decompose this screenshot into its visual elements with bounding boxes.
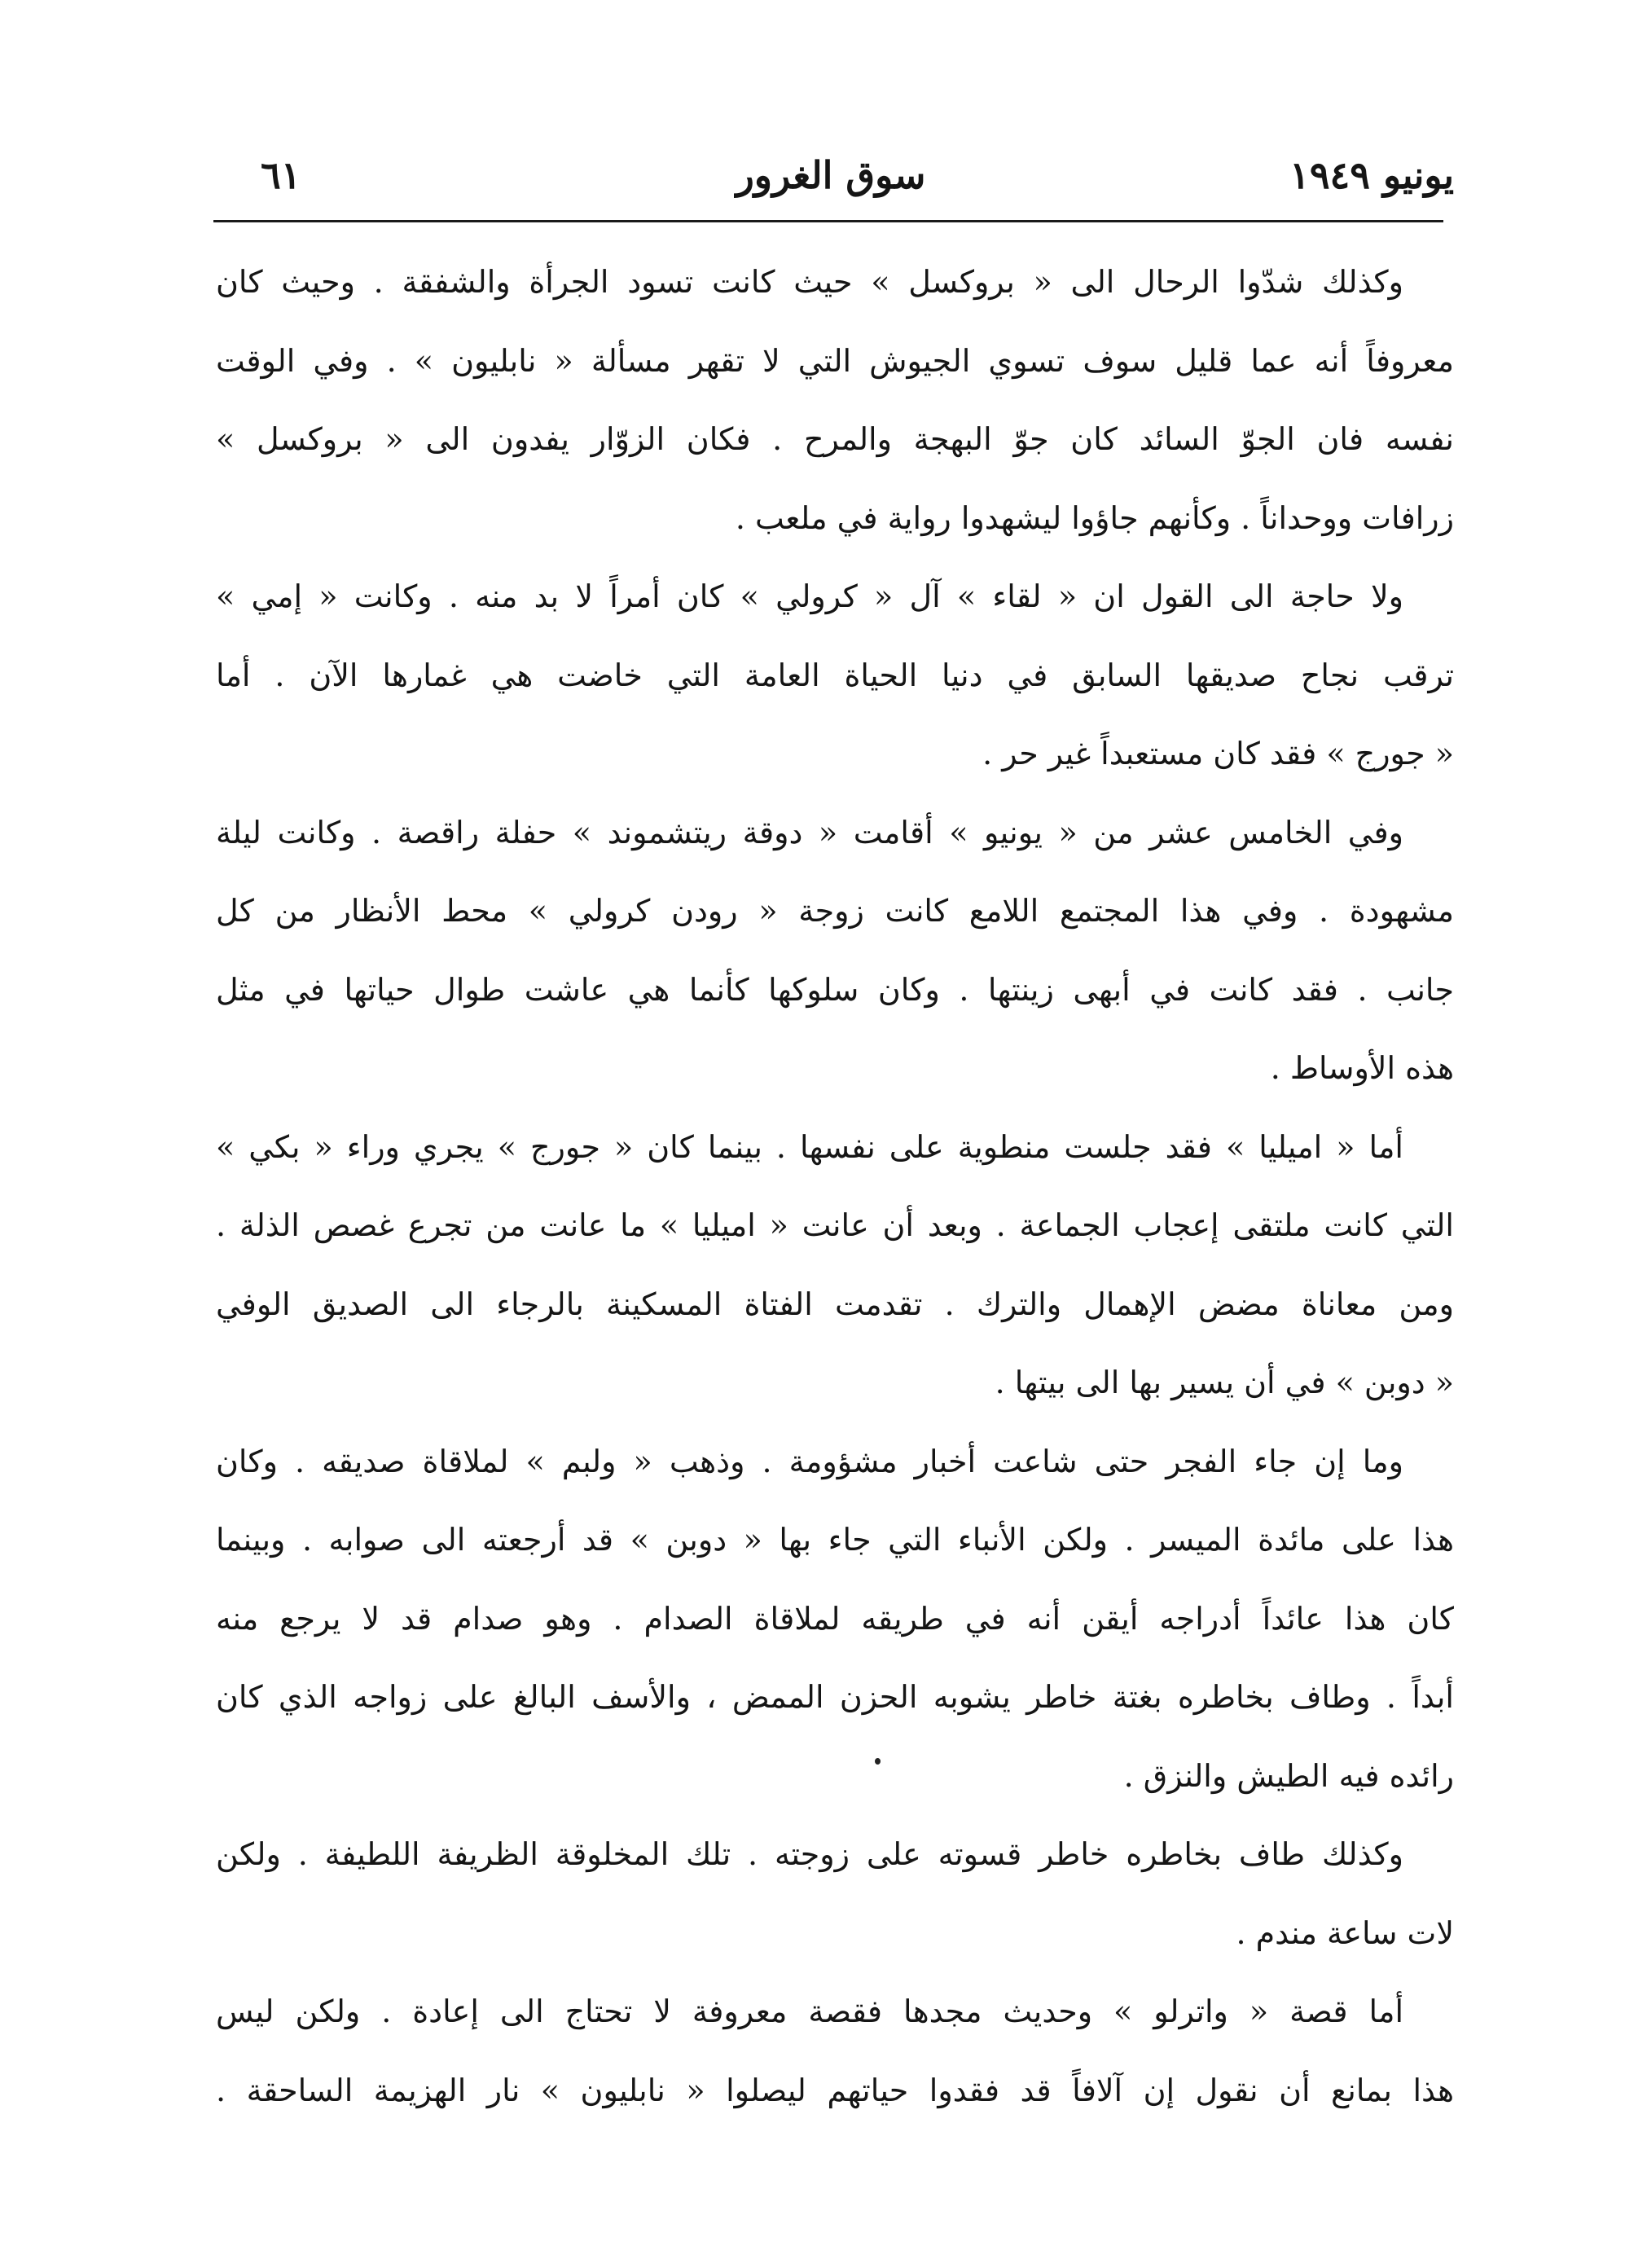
text-line: جانب . فقد كانت في أبهى زينتها . وكان سلوكها كأنما هي عاشت طوال حياتها في مثل bbox=[216, 971, 1454, 1008]
text-line: ومن معاناة مضض الإهمال والترك . تقدمت الفتاة المسكينة بالرجاء الى الصديق الوفي bbox=[216, 1286, 1454, 1322]
text-line: نفسه فان الجوّ السائد كان جوّ البهجة والمرح . فكان الزوّار يفدون الى « بروكسل » bbox=[216, 421, 1454, 457]
text-line: أبداً . وطاف بخاطره بغتة خاطر يشوبه الحزن الممض ، والأسف البالغ على زواجه الذي كان bbox=[216, 1679, 1454, 1715]
text-line: مشهودة . وفي هذا المجتمع اللامع كانت زوجة « رودن كرولي » محط الأنظار من كل bbox=[216, 893, 1454, 929]
running-header bbox=[208, 143, 1454, 208]
text-line: « جورج » فقد كان مستعبداً غير حر . bbox=[982, 736, 1454, 771]
text-line: هذا بمانع أن نقول إن آلافاً قد فقدوا حياتهم ليصلوا « نابليون » نار الهزيمة الساحقة . bbox=[216, 2072, 1454, 2108]
text-line: وكذلك شدّوا الرحال الى « بروكسل » حيث كانت تسود الجرأة والشفقة . وحيث كان bbox=[216, 264, 1403, 300]
page-number: ٦١ bbox=[261, 153, 301, 197]
paragraph bbox=[216, 1108, 1454, 1422]
text-line: ترقب نجاح صديقها السابق في دنيا الحياة العامة التي خاضت هي غمارها الآن . أما bbox=[216, 657, 1454, 693]
paragraph bbox=[216, 793, 1454, 1108]
ink-speck bbox=[875, 1758, 881, 1765]
header-title: سوق الغرور bbox=[736, 153, 926, 197]
paragraph bbox=[216, 557, 1454, 793]
text-line: رائده فيه الطيش والنزق . bbox=[1123, 1757, 1454, 1794]
text-line: التي كانت ملتقى إعجاب الجماعة . وبعد أن عانت « اميليا » ما عانت من تجرع غصص الذلة . bbox=[216, 1207, 1454, 1243]
text-line: أما قصة « واترلو » وحديث مجدها فقصة معروفة لا تحتاج الى إعادة . ولكن ليس bbox=[216, 1993, 1403, 2029]
paragraph bbox=[216, 1422, 1454, 1816]
paragraph bbox=[216, 1972, 1454, 2130]
text-line: زرافات ووحداناً . وكأنهم جاؤوا ليشهدوا رواية في ملعب . bbox=[735, 499, 1454, 536]
text-line: أما « اميليا » فقد جلست منطوية على نفسها . بينما كان « جورج » يجري وراء « بكي » bbox=[216, 1128, 1403, 1165]
header-date: يونيو ١٩٤٩ bbox=[1289, 153, 1454, 197]
paragraph bbox=[216, 243, 1454, 557]
text-line: وما إن جاء الفجر حتى شاعت أخبار مشؤومة . وذهب « ولبم » لملاقاة صديقه . وكان bbox=[216, 1443, 1403, 1479]
paragraph bbox=[216, 1815, 1454, 1972]
text-line: هذا على مائدة الميسر . ولكن الأنباء التي جاء بها « دوبن » قد أرجعته الى صوابه . وبينما bbox=[216, 1522, 1454, 1558]
text-line: معروفاً أنه عما قليل سوف تسوي الجيوش التي لا تقهر مسألة « نابليون » . وفي الوقت bbox=[216, 342, 1454, 379]
text-line: ولا حاجة الى القول ان « لقاء » آل « كرولي » كان أمراً لا بد منه . وكانت « إمي » bbox=[216, 578, 1403, 614]
text-line: لات ساعة مندم . bbox=[1236, 1914, 1454, 1951]
text-line: وكذلك طاف بخاطره خاطر قسوته على زوجته . تلك المخلوقة الظريفة اللطيفة . ولكن bbox=[216, 1836, 1403, 1872]
body-text bbox=[216, 243, 1454, 2130]
text-line: كان هذا عائداً أدراجه أيقن أنه في طريقه لملاقاة الصدام . وهو صدام قد لا يرجع منه bbox=[216, 1600, 1454, 1637]
text-line: « دوبن » في أن يسير بها الى بيتها . bbox=[995, 1365, 1454, 1400]
header-rule bbox=[213, 220, 1443, 222]
text-line: هذه الأوساط . bbox=[1270, 1050, 1454, 1086]
text-line: وفي الخامس عشر من « يونيو » أقامت « دوقة ريتشموند » حفلة راقصة . وكانت ليلة bbox=[216, 814, 1403, 850]
